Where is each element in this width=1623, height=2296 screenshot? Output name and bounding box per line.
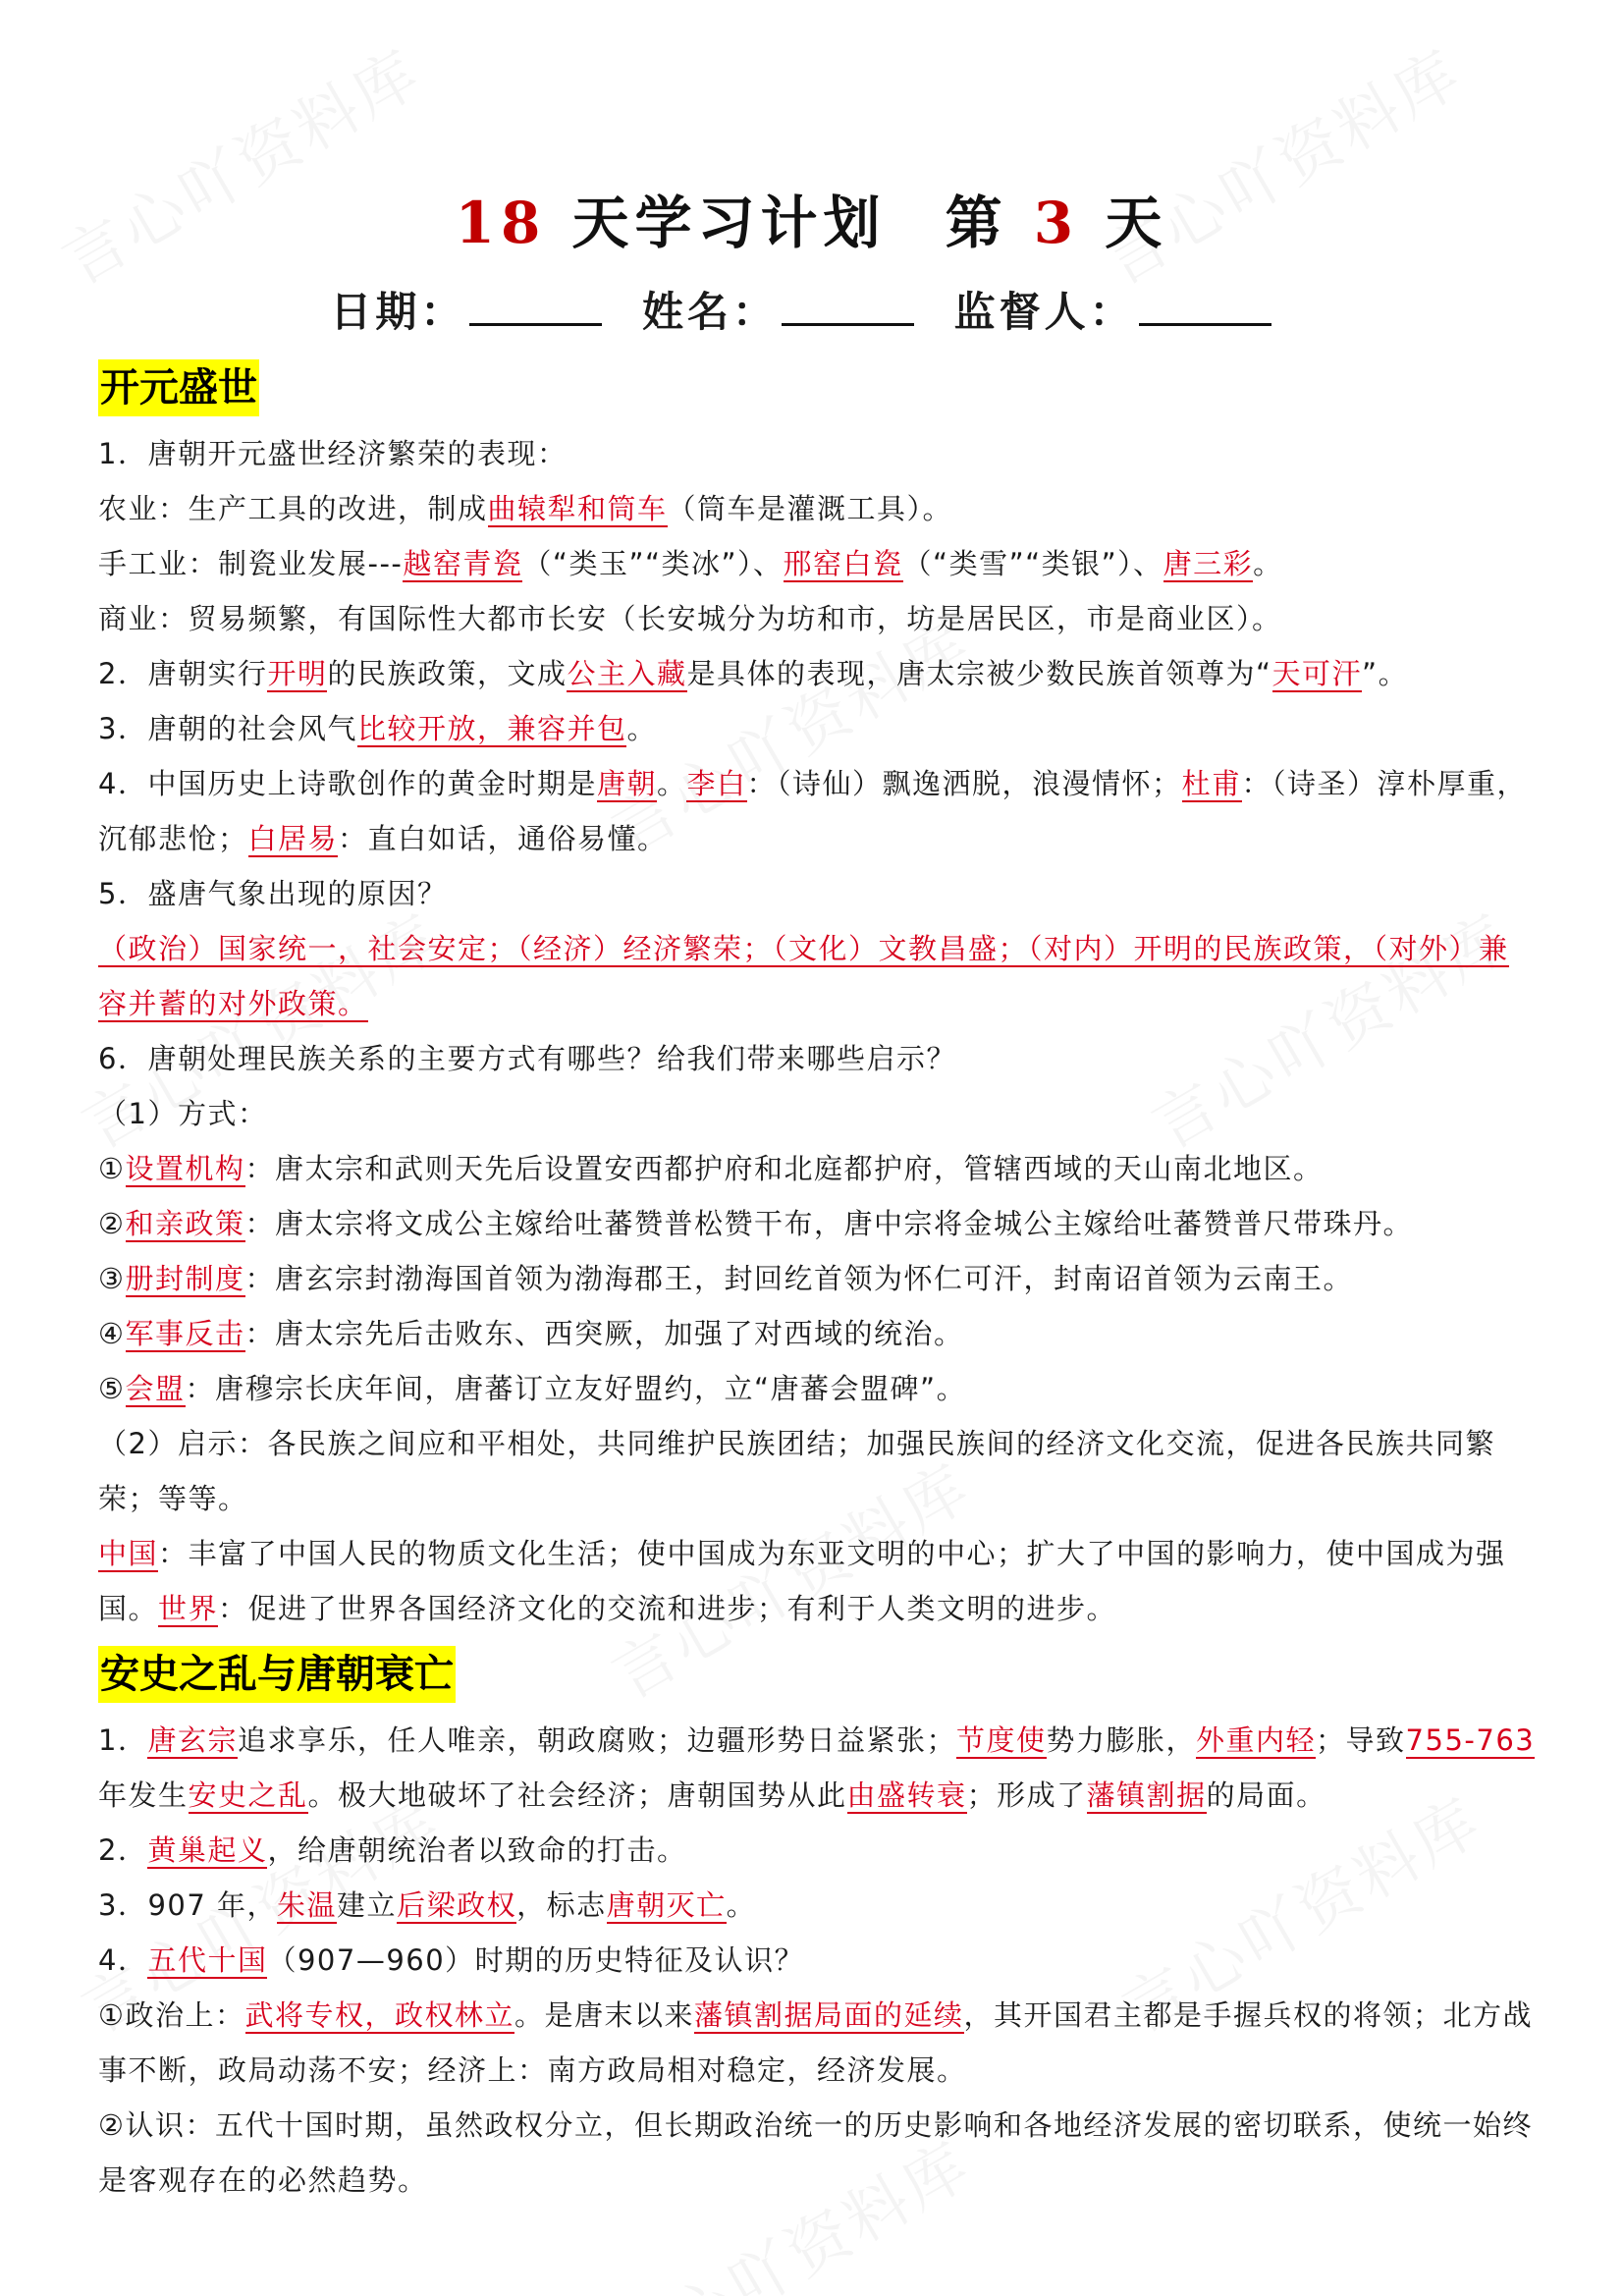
- answer-text: 会盟: [125, 1372, 186, 1405]
- kaiyuan-line: [98, 481, 1537, 536]
- body-text: ：唐玄宗封渤海国首领为渤海郡王，封回纥首领为怀仁可汗，封南诏首领为云南王。: [244, 1262, 1354, 1295]
- watermark-text: [43, 24, 435, 302]
- kaiyuan-line: [98, 1416, 1537, 1526]
- answer-text: 外重内轻: [1196, 1723, 1317, 1757]
- answer-text: 世界: [158, 1592, 219, 1625]
- body-text: 3．907 年，: [98, 1888, 278, 1922]
- body-text: ：唐太宗将文成公主嫁给吐蕃赞普松赞干布，唐中宗将金城公主嫁给吐蕃赞普尺带珠丹。: [244, 1207, 1414, 1240]
- anshi-line: [98, 1713, 1537, 1823]
- body-text: 。极大地破坏了社会经济；唐朝国势从此: [307, 1778, 847, 1812]
- watermark-text: [1084, 24, 1476, 302]
- answer-text: 藩镇割据: [1086, 1778, 1207, 1812]
- body-text: （筒车是灌溉工具）。: [667, 492, 953, 525]
- kaiyuan-line: [98, 701, 1537, 756]
- answer-text: 军事反击: [125, 1317, 245, 1350]
- title-day-count: 18: [455, 190, 547, 256]
- body-text: 。: [626, 712, 657, 745]
- page-title: [0, 177, 1623, 259]
- title-day-suffix: 天: [1105, 190, 1168, 256]
- body-text: （1）方式：: [98, 1097, 268, 1130]
- body-text: ：促进了世界各国经济文化的交流和进步；有利于人类文明的进步。: [218, 1592, 1117, 1625]
- anshi-line: [98, 1988, 1537, 2098]
- body-text: 2．唐朝实行: [98, 657, 268, 690]
- body-text: 的局面。: [1206, 1778, 1326, 1812]
- section-body-anshi: [98, 1713, 1537, 2208]
- kaiyuan-line: [98, 921, 1537, 1031]
- date-label: 日期：: [330, 288, 466, 336]
- kaiyuan-line: [98, 1306, 1537, 1361]
- answer-text: 唐朝灭亡: [606, 1888, 727, 1922]
- answer-text: 天可汗: [1271, 657, 1363, 690]
- body-text: 4．中国历史上诗歌创作的黄金时期是: [98, 767, 597, 800]
- answer-text: 李白: [686, 767, 747, 800]
- answer-text: 唐玄宗: [147, 1723, 238, 1757]
- anshi-line: [98, 1823, 1537, 1878]
- name-label: 姓名：: [641, 288, 778, 336]
- answer-text: 由盛转衰: [846, 1778, 967, 1812]
- kaiyuan-line: [98, 866, 1537, 921]
- body-text: 手工业：制瓷业发展---: [98, 547, 404, 580]
- answer-text: 设置机构: [125, 1152, 245, 1185]
- name-blank[interactable]: [782, 288, 914, 326]
- answer-text: 藩镇割据局面的延续: [694, 1998, 964, 2032]
- body-text: ；导致: [1316, 1723, 1406, 1757]
- body-text: 2．: [98, 1833, 148, 1867]
- body-text: （2）启示：各民族之间应和平相处，共同维护民族团结；加强民族间的经济文化交流，促进各民族共同繁荣；等等。: [98, 1427, 1495, 1515]
- answer-text: 公主入藏: [567, 657, 687, 690]
- answer-text: 后梁政权: [397, 1888, 517, 1922]
- body-text: ，其开国君主都是手握兵权的将领；北方战事不断，政局动荡不安；经济上：南方政局相对稳定，经济发展。: [98, 1998, 1534, 2087]
- answer-text: （政治）国家统一，社会安定；（经济）经济繁荣；（文化）文教昌盛；（对内）开明的民族政策，（对外）兼容并蓄的对外政策。: [98, 932, 1509, 1020]
- body-text: 6．唐朝处理民族关系的主要方式有哪些？给我们带来哪些启示？: [98, 1042, 956, 1075]
- body-text: 是具体的表现，唐太宗被少数民族首领尊为“: [686, 657, 1272, 690]
- body-text: ⑤: [98, 1372, 126, 1405]
- content: [98, 354, 1537, 2208]
- answer-text: 755-763: [1405, 1723, 1536, 1757]
- body-text: ：（诗仙）飘逸洒脱，浪漫情怀；: [746, 767, 1182, 800]
- body-text: ：丰富了中国人民的物质文化生活；使中国成为东亚文明的中心；扩大了中国的影响力，使中国成为强国。: [98, 1537, 1506, 1625]
- body-text: 。: [726, 1888, 757, 1922]
- answer-text: 安史之乱: [188, 1778, 308, 1812]
- kaiyuan-line: [98, 1526, 1537, 1636]
- kaiyuan-line: [98, 1141, 1537, 1196]
- date-blank[interactable]: [469, 288, 602, 326]
- body-text: 5．盛唐气象出现的原因？: [98, 877, 448, 910]
- answer-text: 越窑青瓷: [403, 547, 523, 580]
- section-title-anshi: 安史之乱与唐朝衰亡: [98, 1646, 456, 1703]
- body-text: ②: [98, 1207, 126, 1240]
- kaiyuan-line: [98, 1196, 1537, 1251]
- kaiyuan-line: [98, 426, 1537, 481]
- answer-text: 开明: [267, 657, 328, 690]
- title-day-prefix: 第: [945, 190, 1008, 256]
- body-text: 建立: [337, 1888, 398, 1922]
- kaiyuan-line: [98, 646, 1537, 701]
- answer-text: 五代十国: [147, 1943, 268, 1977]
- kaiyuan-line: [98, 536, 1537, 591]
- kaiyuan-line: [98, 1086, 1537, 1141]
- kaiyuan-line: [98, 591, 1537, 646]
- answer-text: 曲辕犁和筒车: [487, 492, 668, 525]
- section-body-kaiyuan: [98, 426, 1537, 1636]
- answer-text: 比较开放，兼容并包: [356, 712, 627, 745]
- supervisor-blank[interactable]: [1139, 288, 1271, 326]
- body-text: 4．: [98, 1943, 148, 1977]
- body-text: 年发生: [98, 1778, 189, 1812]
- title-day-number: 3: [1033, 190, 1080, 256]
- body-text: （“类雪”“类银”）、: [902, 547, 1163, 580]
- kaiyuan-line: [98, 756, 1537, 866]
- body-text: ：唐太宗先后击败东、西突厥，加强了对西域的统治。: [244, 1317, 964, 1350]
- body-text: 1．唐朝开元盛世经济繁荣的表现：: [98, 437, 568, 470]
- body-text: ；形成了: [966, 1778, 1087, 1812]
- body-text: 。: [656, 767, 687, 800]
- body-text: 的民族政策，文成: [327, 657, 568, 690]
- body-text: ：唐穆宗长庆年间，唐蕃订立友好盟约，立“唐蕃会盟碑”。: [185, 1372, 967, 1405]
- body-text: 3．唐朝的社会风气: [98, 712, 357, 745]
- answer-text: 黄巢起义: [147, 1833, 268, 1867]
- body-text: 。是唐末以来: [514, 1998, 695, 2032]
- body-text: ”。: [1362, 657, 1409, 690]
- anshi-line: [98, 2098, 1537, 2208]
- body-text: ④: [98, 1317, 126, 1350]
- body-text: 追求享乐，任人唯亲，朝政腐败；边疆形势日益紧张；: [237, 1723, 956, 1757]
- title-plan-text: 天学习计划: [571, 190, 887, 256]
- body-text: ：唐太宗和武则天先后设置安西都护府和北庭都护府，管辖西域的天山南北地区。: [244, 1152, 1324, 1185]
- anshi-line: [98, 1878, 1537, 1933]
- kaiyuan-line: [98, 1031, 1537, 1086]
- body-text: ：（诗圣）淳朴厚重，沉郁悲怆；: [98, 767, 1528, 855]
- body-text: 1．: [98, 1723, 148, 1757]
- answer-text: 白居易: [247, 822, 339, 855]
- info-row: [0, 280, 1623, 339]
- answer-text: 节度使: [955, 1723, 1047, 1757]
- kaiyuan-line: [98, 1361, 1537, 1416]
- body-text: 。: [1253, 547, 1283, 580]
- anshi-line: [98, 1933, 1537, 1988]
- answer-text: 和亲政策: [125, 1207, 245, 1240]
- body-text: 农业：生产工具的改进，制成: [98, 492, 488, 525]
- body-text: （“类玉”“类冰”）、: [522, 547, 784, 580]
- body-text: ，标志: [516, 1888, 607, 1922]
- section-title-kaiyuan: 开元盛世: [98, 359, 259, 416]
- answer-text: 朱温: [277, 1888, 338, 1922]
- body-text: ②认识：五代十国时期，虽然政权分立，但长期政治统一的历史影响和各地经济发展的密切联系，使统一始终是客观存在的必然趋势。: [98, 2108, 1534, 2197]
- body-text: ③: [98, 1262, 126, 1295]
- answer-text: 册封制度: [125, 1262, 245, 1295]
- answer-text: 中国: [98, 1537, 159, 1570]
- kaiyuan-line: [98, 1251, 1537, 1306]
- answer-text: 唐朝: [596, 767, 657, 800]
- answer-text: 武将专权，政权林立: [244, 1998, 515, 2032]
- body-text: ：直白如话，通俗易懂。: [338, 822, 668, 855]
- body-text: 势力膨胀，: [1046, 1723, 1197, 1757]
- answer-text: 唐三彩: [1163, 547, 1254, 580]
- supervisor-label: 监督人：: [953, 288, 1135, 336]
- body-text: 商业：贸易频繁，有国际性大都市长安（长安城分为坊和市，坊是居民区，市是商业区）。: [98, 602, 1282, 635]
- answer-text: 邢窑白瓷: [783, 547, 903, 580]
- section-anshi: [98, 1640, 1537, 2208]
- body-text: ①: [98, 1152, 126, 1185]
- body-text: ①政治上：: [98, 1998, 245, 2032]
- section-kaiyuan: [98, 354, 1537, 1636]
- body-text: （907—960）时期的历史特征及认识？: [267, 1943, 805, 1977]
- answer-text: 杜甫: [1181, 767, 1242, 800]
- body-text: ，给唐朝统治者以致命的打击。: [267, 1833, 687, 1867]
